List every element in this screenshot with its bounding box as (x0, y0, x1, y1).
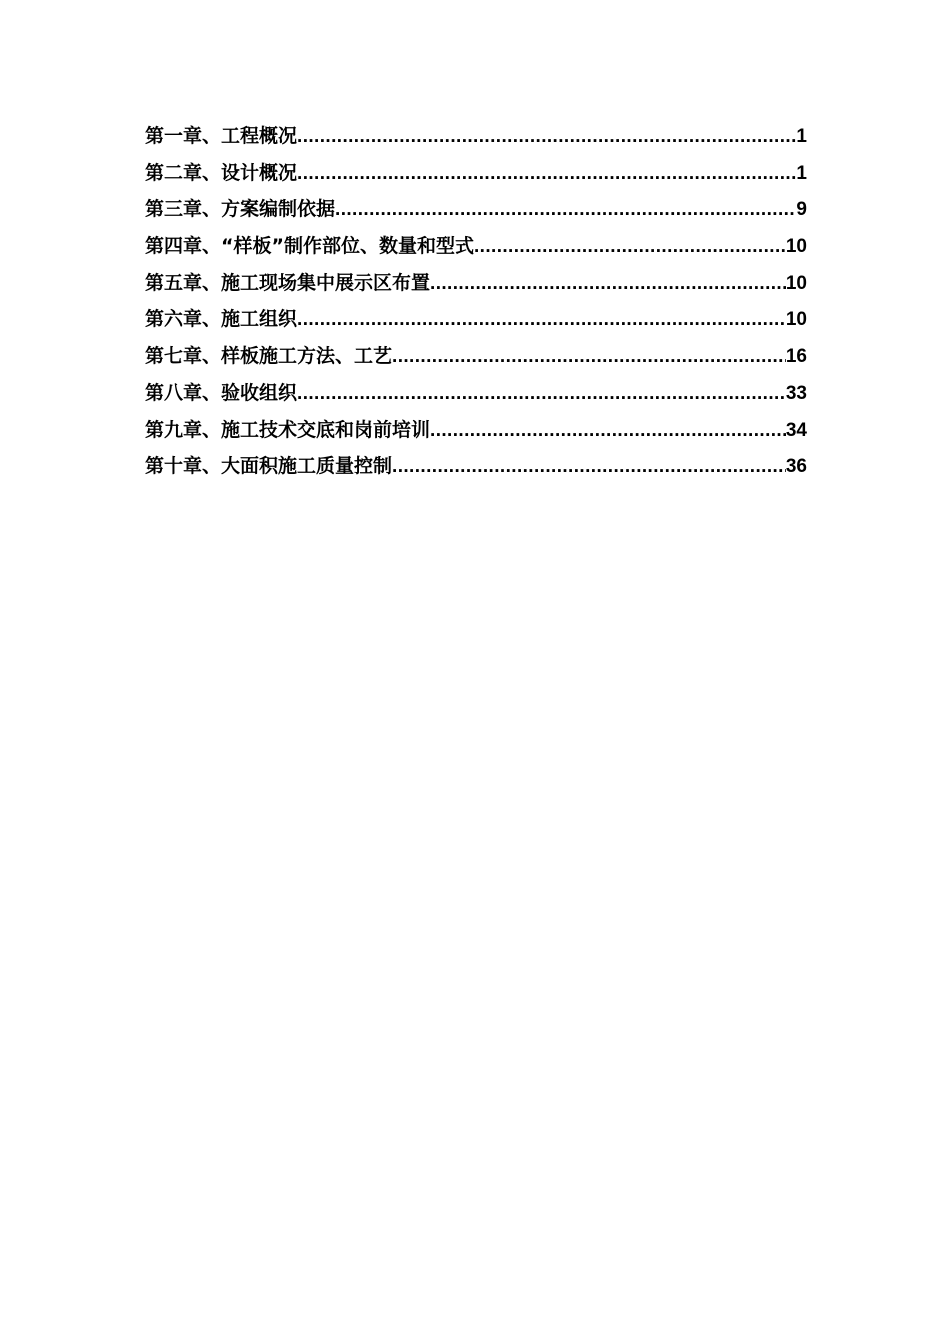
toc-page-number: 1 (796, 162, 807, 184)
toc-entry[interactable] (145, 412, 807, 449)
toc-entry[interactable] (145, 191, 807, 228)
toc-page-number: 34 (785, 419, 807, 441)
toc-entry-title: 第一章、工程概况 (145, 125, 298, 147)
toc-dot-leader (297, 119, 796, 156)
toc-entry-title: 第六章、施工组织 (145, 308, 298, 331)
toc-entry[interactable] (145, 301, 807, 338)
toc-entry-title: 第五章、施工现场集中展示区布置 (145, 271, 431, 294)
toc-page-number: 16 (785, 346, 807, 368)
toc-entry[interactable] (145, 228, 807, 265)
toc-dot-leader (335, 192, 796, 229)
toc-dot-leader (430, 266, 786, 303)
toc-dot-leader (392, 449, 786, 486)
toc-entry-title: 第三章、方案编制依据 (145, 198, 336, 221)
toc-dot-leader (392, 339, 786, 376)
toc-entry[interactable] (145, 375, 807, 412)
toc-page-number: 10 (785, 309, 807, 331)
toc-entry-title: 第十章、大面积施工质量控制 (145, 455, 393, 478)
toc-page-number: 33 (785, 382, 807, 404)
toc-page-number: 9 (796, 199, 807, 221)
toc-page-number: 10 (785, 236, 807, 258)
table-of-contents (145, 118, 807, 485)
toc-dot-leader (297, 156, 796, 193)
toc-dot-leader (474, 229, 786, 266)
toc-entry[interactable] (145, 155, 807, 192)
toc-entry-title: 第四章、“样板”制作部位、数量和型式 (145, 235, 474, 258)
toc-dot-leader (297, 302, 786, 339)
toc-entry-title: 第九章、施工技术交底和岗前培训 (145, 418, 431, 441)
toc-entry[interactable] (145, 448, 807, 485)
toc-dot-leader (430, 413, 786, 450)
toc-entry[interactable] (145, 265, 807, 302)
toc-dot-leader (297, 376, 786, 413)
toc-page-number: 36 (785, 456, 807, 478)
toc-entry-title: 第八章、验收组织 (145, 381, 298, 404)
toc-entry-title: 第七章、样板施工方法、工艺 (145, 345, 393, 368)
toc-entry[interactable] (145, 118, 807, 155)
toc-entry-title: 第二章、设计概况 (145, 161, 298, 184)
toc-page-number: 10 (785, 272, 807, 294)
toc-entry[interactable] (145, 338, 807, 375)
toc-page-number: 1 (796, 126, 807, 147)
